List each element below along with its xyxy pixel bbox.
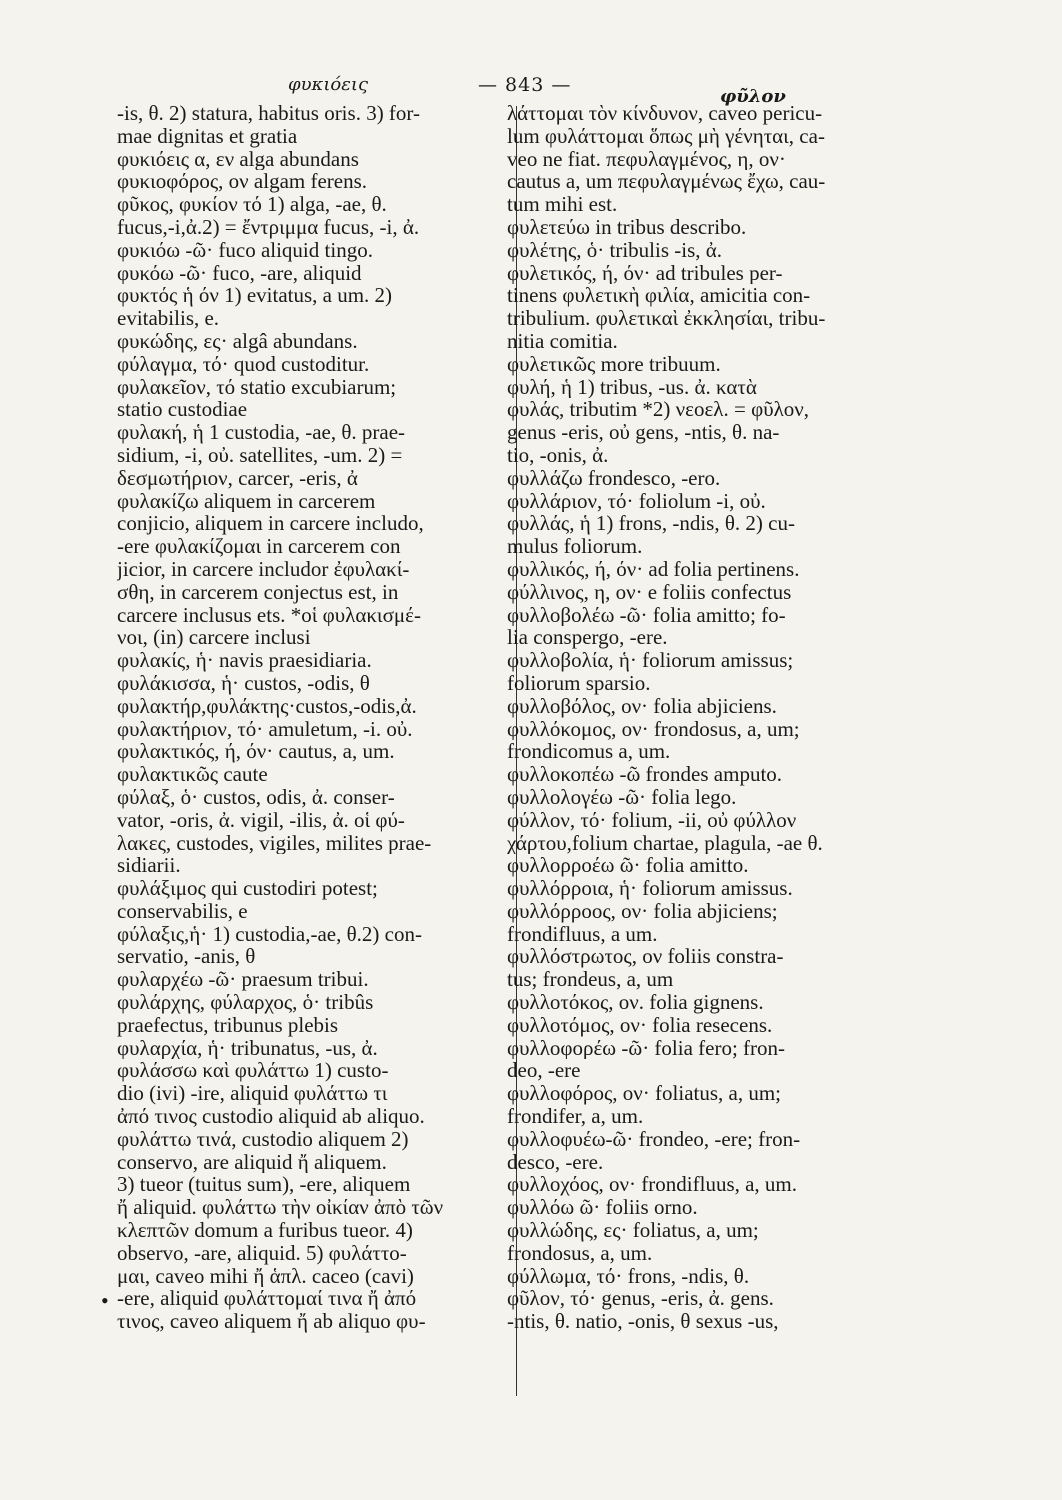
dictionary-line: frondifluus, a um.	[507, 922, 658, 946]
dictionary-line: φυλλόστρωτος, ον foliis constra-	[507, 945, 784, 969]
dictionary-line: φυλέτης, ὁ· tribulis -is, ἀ.	[507, 238, 723, 262]
dictionary-line: tinens φυλετικὴ φιλία, amicitia con-	[507, 284, 811, 308]
dictionary-line: φυλαρχέω -ῶ· praesum tribui.	[117, 968, 369, 992]
dictionary-line: lia conspergo, -ere.	[507, 626, 668, 650]
dictionary-line: τινος, caveo aliquem ἤ ab aliquo φυ-	[117, 1310, 426, 1334]
dictionary-line: φυλλορροέω ῶ· folia amitto.	[507, 854, 749, 878]
dictionary-line: sidium, -i, οὐ. satellites, -um. 2) =	[117, 443, 403, 467]
dictionary-line: praefectus, tribunus plebis	[117, 1013, 339, 1037]
dictionary-line: φύλαξις,ἡ· 1) custodia,-ae, θ.2) con-	[117, 922, 422, 946]
dictionary-line: φύλαγμα, τό· quod custoditur.	[117, 352, 370, 376]
dictionary-line: σθη, in carcerem conjectus est, in	[117, 580, 399, 604]
dictionary-line: cautus a, um πεφυλαγμένως ἔχω, cau-	[507, 170, 826, 194]
dictionary-line: ἀπό τινος custodio aliquid ab aliquo.	[117, 1105, 425, 1128]
dictionary-line: φυλακίς, ἡ· navis praesidiaria.	[117, 649, 372, 672]
running-head-right: φῦλον	[720, 86, 786, 107]
dictionary-line: φυλακίζω aliquem in carcerem	[117, 489, 376, 513]
dictionary-line: -ntis, θ. natio, -onis, θ sexus -us,	[507, 1310, 779, 1334]
dictionary-line: φυλλοβολία, ἡ· foliorum amissus;	[507, 649, 794, 672]
dictionary-line: φυκτός ἡ όν 1) evitatus, a um. 2)	[117, 284, 393, 308]
dictionary-line: φυλλάς, ἡ 1) frons, -ndis, θ. 2) cu-	[507, 512, 795, 536]
dictionary-line: vator, -oris, ἀ. vigil, -ilis, ἀ. οἱ φύ-	[117, 808, 405, 832]
dictionary-line: φυλλολογέω -ῶ· folia lego.	[507, 785, 737, 809]
dictionary-line: tus; frondeus, a, um	[507, 968, 674, 992]
dictionary-line: frondicomus a, um.	[507, 740, 671, 764]
dictionary-line: φυλακτικῶς caute	[117, 763, 268, 786]
dictionary-line: mae dignitas et gratia	[117, 124, 298, 148]
dictionary-line: φυλή, ἡ 1) tribus, -us. ἀ. κατὰ	[507, 375, 757, 399]
dictionary-line: φυκιόεις α, εν alga abundans	[117, 147, 359, 171]
dictionary-line: φυκιοφόρος, ον algam ferens.	[117, 170, 368, 194]
dictionary-line: φυλλοβόλος, ον· folia abjiciens.	[507, 694, 777, 718]
dictionary-line: jicior, in carcere includor ἐφυλακί-	[117, 557, 410, 581]
dictionary-line: φύλλινος, η, ον· e foliis confectus	[507, 580, 792, 604]
dictionary-line: desco, -ere.	[507, 1150, 604, 1174]
dictionary-line: nitia comitia.	[507, 329, 618, 353]
dictionary-line: φυλαρχία, ἡ· tribunatus, -us, ἀ.	[117, 1036, 378, 1060]
dictionary-line: φυλάκισσα, ἡ· custos, -odis, θ	[117, 671, 370, 695]
dictionary-line: tribulium. φυλετικαὶ ἐκκλησίαι, tribu-	[507, 307, 826, 330]
dictionary-line: φυλακτικός, ή, όν· cautus, a, um.	[117, 740, 395, 764]
dictionary-line: φυλλοχόος, ον· frondifluus, a, um.	[507, 1173, 798, 1197]
dictionary-line: μαι, caveo mihi ἤ ἁπλ. caceo (cavi)	[117, 1264, 414, 1288]
dictionary-line: δεσμωτήριον, carcer, -eris, ἀ	[117, 466, 358, 490]
dictionary-line: φυκιόω -ῶ· fuco aliquid tingo.	[117, 238, 373, 262]
dictionary-line: servatio, -anis, θ	[117, 945, 256, 969]
dictionary-line: φυλλοφόρος, ον· foliatus, a, um;	[507, 1082, 782, 1106]
dictionary-line: φυλάρχης, φύλαρχος, ὁ· tribûs	[117, 991, 374, 1014]
dictionary-line: observo, -are, aliquid. 5) φυλάττο-	[117, 1241, 407, 1265]
dictionary-line: φυλλώδης, ες· foliatus, a, um;	[507, 1219, 759, 1242]
dictionary-line: φύλλωμα, τό· frons, -ndis, θ.	[507, 1264, 750, 1288]
page-number: — 843 —	[478, 74, 572, 96]
dictionary-line: φυλλοτόμος, ον· folia resecens.	[507, 1013, 773, 1037]
dictionary-line: φυλακεῖον, τό statio excubiarum;	[117, 375, 397, 399]
dictionary-line: φυλάς, tributim *2) νεοελ. = φῦλον,	[507, 398, 810, 422]
dictionary-line: φυλλοφορέω -ῶ· folia fero; fron-	[507, 1036, 786, 1060]
dictionary-line: 3) tueor (tuitus sum), -ere, aliquem	[117, 1173, 411, 1197]
dictionary-line: φυλάξιμος qui custodiri potest;	[117, 877, 378, 900]
dictionary-line: φυλάττω τινά, custodio aliquem 2)	[117, 1127, 409, 1151]
dictionary-line: frondosus, a, um.	[507, 1241, 653, 1265]
dictionary-line: carcere inclusus ets. *οἱ φυλακισμέ-	[117, 603, 421, 627]
dictionary-line: φυλλάριον, τό· foliolum -i, οὐ.	[507, 489, 766, 513]
margin-marker: •	[101, 1288, 109, 1313]
dictionary-line: φυλετικῶς more tribuum.	[507, 352, 721, 376]
dictionary-line: conjicio, aliquem in carcere includo,	[117, 512, 424, 536]
dictionary-line: φῦκος, φυκίον τό 1) alga, -ae, θ.	[117, 193, 387, 216]
dictionary-line: conservabilis, e	[117, 899, 248, 923]
running-head-left: φυκιόεις	[288, 74, 369, 95]
left-column	[117, 102, 507, 1333]
dictionary-line: φύλαξ, ὁ· custos, odis, ἀ. conser-	[117, 785, 395, 809]
dictionary-line: statio custodiae	[117, 398, 248, 422]
dictionary-line: dio (ivi) -ire, aliquid φυλάττω τι	[117, 1082, 388, 1106]
dictionary-line: -is, θ. 2) statura, habitus oris. 3) for-	[117, 102, 420, 125]
dictionary-line: λακες, custodes, vigiles, milites prae-	[117, 831, 432, 855]
dictionary-line: veo ne fiat. πεφυλαγμένος, η, ον·	[507, 147, 786, 171]
dictionary-line: φυλακή, ἡ 1 custodia, -ae, θ. prae-	[117, 421, 406, 444]
dictionary-line: φυλακτήρ,φυλάκτης·custos,-odis,ἀ.	[117, 694, 417, 718]
dictionary-line: deo, -ere	[507, 1059, 581, 1083]
dictionary-line: κλεπτῶν domum a furibus tueor. 4)	[117, 1219, 413, 1242]
dictionary-line: φυλλικός, ή, όν· ad folia pertinens.	[507, 557, 800, 581]
dictionary-line: φυκόω -ῶ· fuco, -are, aliquid	[117, 261, 362, 285]
dictionary-line: fucus,-i,ἀ.2) = ἔντριμμα fucus, -i, ἀ.	[117, 215, 420, 239]
dictionary-line: λάττομαι τὸν κίνδυνον, caveo pericu-	[507, 102, 823, 125]
dictionary-line: φυλλοκοπέω -ῶ frondes amputo.	[507, 763, 783, 786]
dictionary-line: φυλάσσω καὶ φυλάττω 1) custo-	[117, 1059, 389, 1083]
dictionary-line: φυλλόρροια, ἡ· foliorum amissus.	[507, 877, 793, 900]
dictionary-line: -ere, aliquid φυλάττομαί τινα ἤ ἀπό	[117, 1287, 417, 1311]
dictionary-line: conservo, are aliquid ἤ aliquem.	[117, 1150, 387, 1174]
dictionary-line: -ere φυλακίζομαι in carcerem con	[117, 535, 401, 558]
dictionary-line: φυλλοφυέω-ῶ· frondeo, -ere; fron-	[507, 1127, 801, 1151]
dictionary-line: genus -eris, οὐ gens, -ntis, θ. na-	[507, 421, 780, 444]
dictionary-line: φυλακτήριον, τό· amuletum, -i. οὐ.	[117, 717, 413, 741]
dictionary-line: φυλλόρροος, ον· folia abjiciens;	[507, 899, 778, 923]
dictionary-line: φυλλοτόκος, ον. folia gignens.	[507, 991, 764, 1014]
dictionary-line: φυλλάζω frondesco, -ero.	[507, 466, 721, 490]
dictionary-line: lum φυλάττομαι ὅπως μὴ γένηται, ca-	[507, 124, 825, 148]
dictionary-line: χάρτου,folium chartae, plagula, -ae θ.	[507, 831, 823, 855]
dictionary-line: sidiarii.	[117, 854, 181, 878]
dictionary-line: φυκώδης, ες· algâ abundans.	[117, 329, 358, 353]
dictionary-line: φῦλον, τό· genus, -eris, ἀ. gens.	[507, 1287, 774, 1311]
dictionary-line: φυλλόω ῶ· foliis orno.	[507, 1196, 698, 1220]
dictionary-line: φυλετεύω in tribus describo.	[507, 215, 747, 239]
dictionary-line: mulus foliorum.	[507, 535, 643, 558]
dictionary-line: νοι, (in) carcere inclusi	[117, 626, 311, 650]
dictionary-line: ἤ aliquid. φυλάττω τὴν οἰκίαν ἀπὸ τῶν	[117, 1196, 444, 1220]
right-column	[507, 102, 889, 1333]
dictionary-line: foliorum sparsio.	[507, 671, 651, 695]
dictionary-line: evitabilis, e.	[117, 307, 220, 330]
dictionary-line: φυλλοβολέω -ῶ· folia amitto; fo-	[507, 603, 786, 627]
dictionary-line: frondifer, a, um.	[507, 1105, 644, 1128]
dictionary-line: φύλλον, τό· folium, -ii, οὐ φύλλον	[507, 808, 797, 832]
dictionary-line: tio, -onis, ἀ.	[507, 443, 609, 467]
dictionary-line: φυλετικός, ή, όν· ad tribules per-	[507, 261, 783, 285]
dictionary-line: φυλλόκομος, ον· frondosus, a, um;	[507, 717, 800, 741]
dictionary-line: tum mihi est.	[507, 193, 618, 216]
